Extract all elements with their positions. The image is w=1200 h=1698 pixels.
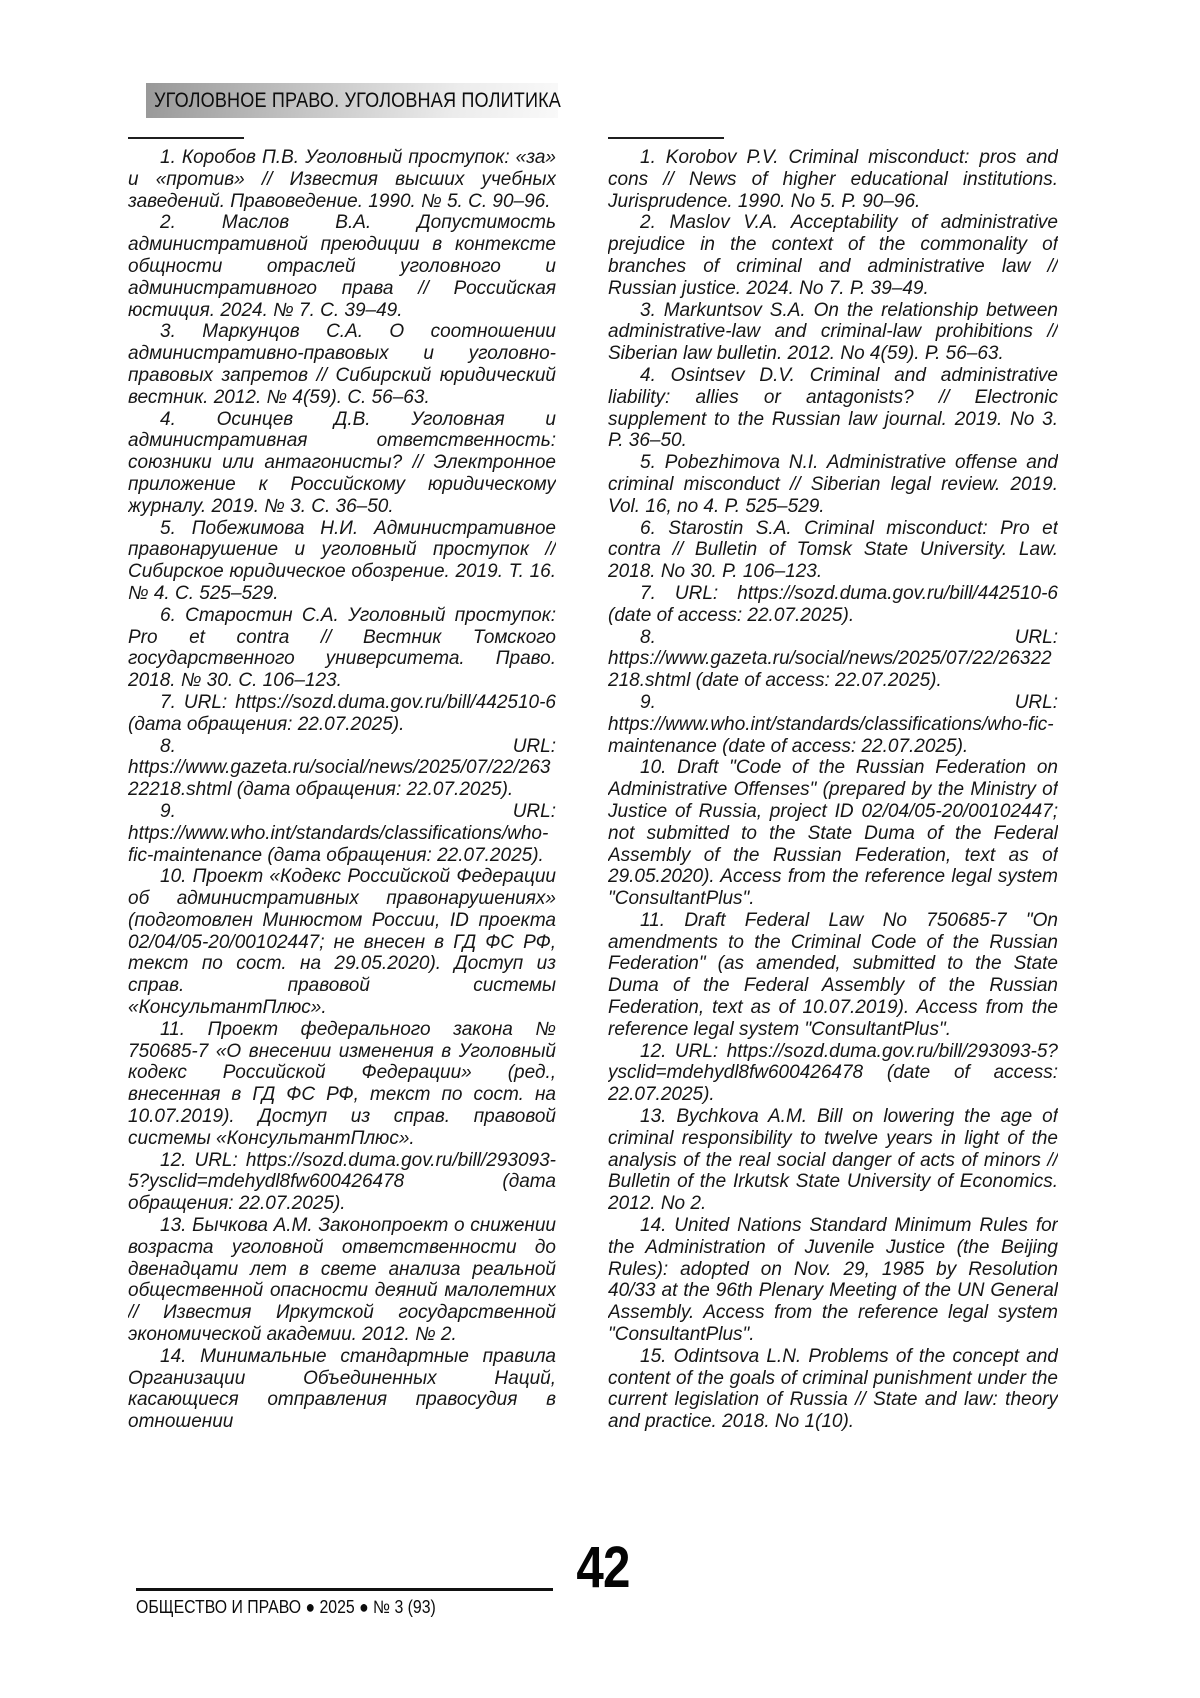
reference-item: 8. URL: https://www.gazeta.ru/social/news/2025/07/22/26322218.shtml (дата обращения: 22.07.2025). [128,735,556,801]
reference-item: 1. Коробов П.В. Уголовный проступок: «за» и «против» // Известия высших учебных заведений. Правоведение. 1990. № 5. С. 90–96. [128,147,556,212]
references-column-russian [128,133,556,1433]
footer-rule [136,1588,553,1591]
reference-item: 5. Побежимова Н.И. Административное правонарушение и уголовный проступок // Сибирское юридическое обозрение. 2019. Т. 16. № 4. С. 525–529. [128,517,556,604]
reference-item: 1. Korobov P.V. Criminal misconduct: pros and cons // News of higher educational institutions. Jurisprudence. 1990. No 5. P. 90–96. [608,147,1058,212]
references-column-english [608,133,1058,1433]
reference-item: 14. United Nations Standard Minimum Rules for the Administration of Juvenile Justice (the Beijing Rules): adopted on Nov. 29, 1985 by Resolution 40/33 at the 96th Plenary Meeting of the UN General Assembly. Access from the reference legal system "ConsultantPlus". [608,1215,1058,1346]
reference-item: 7. URL: https://sozd.duma.gov.ru/bill/442510-6 (date of access: 22.07.2025). [608,582,1058,626]
reference-item: 9. URL: https://www.who.int/standards/classifications/who-fic-maintenance (date of access: 22.07.2025). [608,691,1058,757]
reference-item: 13. Бычкова А.М. Законопроект о снижении возраста уголовной ответственности до двенадцати лет в свете анализа реальной общественной опасности деяний малолетних // Известия Иркутской государственной экономической академии. 2012. № 2. [128,1215,556,1346]
reference-item: 15. Odintsova L.N. Problems of the concept and content of the goals of criminal punishment under the current legislation of Russia // State and law: theory and practice. 2018. No 1(10). [608,1345,1058,1433]
reference-item: 13. Bychkova A.M. Bill on lowering the age of criminal responsibility to twelve years in light of the analysis of the real social danger of acts of minors // Bulletin of the Irkutsk State University of Economics. 2012. No 2. [608,1106,1058,1215]
reference-item: 4. Осинцев Д.В. Уголовная и административная ответственность: союзники или антагонисты? // Электронное приложение к Российскому юридическому журналу. 2019. № 3. С. 36–50. [128,408,556,517]
reference-item: 11. Проект федерального закона № 750685-7 «О внесении изменения в Уголовный кодекс Российской Федерации» (ред., внесенная в ГД ФС РФ, текст по сост. на 10.07.2019). Доступ из справ. правовой системы «КонсультантПлюс». [128,1018,556,1149]
footnote-separator-rule [608,137,724,139]
reference-item: 10. Проект «Кодекс Российской Федерации об административных правонарушениях» (подготовлен Минюстом России, ID проекта 02/04/05-20/00102447; не внесен в ГД ФС РФ, текст по сост. на 29.05.2020). Доступ из справ. правовой системы «КонсультантПлюс». [128,866,556,1019]
reference-item: 12. URL: https://sozd.duma.gov.ru/bill/293093-5?ysclid=mdehydl8fw600426478 (date of access: 22.07.2025). [608,1040,1058,1106]
reference-item: 5. Pobezhimova N.I. Administrative offense and criminal misconduct // Siberian legal review. 2019. Vol. 16, no 4. P. 525–529. [608,452,1058,517]
section-header-title: УГОЛОВНОЕ ПРАВО. УГОЛОВНАЯ ПОЛИТИКА [154,88,562,112]
reference-item: 2. Maslov V.A. Acceptability of administrative prejudice in the context of the commonality of branches of criminal and administrative law // Russian justice. 2024. No 7. P. 39–49. [608,212,1058,299]
reference-item: 10. Draft "Code of the Russian Federation on Administrative Offenses" (prepared by the Ministry of Justice of Russia, project ID 02/04/05-20/00102447; not submitted to the State Duma of the Federal Assembly of the Russian Federation, text as of 29.05.2020). Access from the reference legal system "ConsultantPlus". [608,757,1058,910]
reference-item: 4. Osintsev D.V. Criminal and administrative liability: allies or antagonists? // Electronic supplement to the Russian law journal. 2019. No 3. P. 36–50. [608,364,1058,452]
reference-item: 12. URL: https://sozd.duma.gov.ru/bill/293093-5?ysclid=mdehydl8fw600426478 (дата обращения: 22.07.2025). [128,1149,556,1215]
reference-item: 11. Draft Federal Law No 750685-7 "On amendments to the Criminal Code of the Russian Federation" (as amended, submitted to the State Duma of the Federal Assembly of the Russian Federation, text as of 10.07.2019). Access from the reference legal system "ConsultantPlus". [608,909,1058,1040]
footnote-separator-rule [128,137,244,139]
reference-item: 8. URL: https://www.gazeta.ru/social/news/2025/07/22/26322218.shtml (date of access: 22.07.2025). [608,626,1058,692]
reference-item: 3. Маркунцов С.А. О соотношении административно-правовых и уголовно-правовых запретов // Сибирский юридический вестник. 2012. № 4(59). С. 56–63. [128,321,556,408]
reference-item: 7. URL: https://sozd.duma.gov.ru/bill/442510-6 (дата обращения: 22.07.2025). [128,691,556,735]
reference-item: 14. Минимальные стандартные правила Организации Объединенных Наций, касающиеся отправления правосудия в отношении [128,1345,556,1433]
section-header-banner [146,83,562,118]
reference-item: 6. Старостин С.А. Уголовный проступок: Pro et contra // Вестник Томского государственного университета. Право. 2018. № 30. С. 106–123. [128,604,556,692]
reference-item: 3. Markuntsov S.A. On the relationship between administrative-law and criminal-law prohibitions // Siberian law bulletin. 2012. No 4(59). P. 56–63. [608,299,1058,365]
reference-item: 9. URL: https://www.who.int/standards/classifications/who-fic-maintenance (дата обращения: 22.07.2025). [128,800,556,866]
reference-item: 6. Starostin S.A. Criminal misconduct: Pro et contra // Bulletin of Tomsk State University. Law. 2018. No 30. P. 106–123. [608,517,1058,583]
page-number: 42 [576,1535,630,1600]
reference-item: 2. Маслов В.А. Допустимость административной преюдиции в контексте общности отраслей уголовного и административного права // Российская юстиция. 2024. № 7. С. 39–49. [128,212,556,321]
footer-journal-line: ОБЩЕСТВО И ПРАВО ● 2025 ● № 3 (93) [136,1597,436,1617]
